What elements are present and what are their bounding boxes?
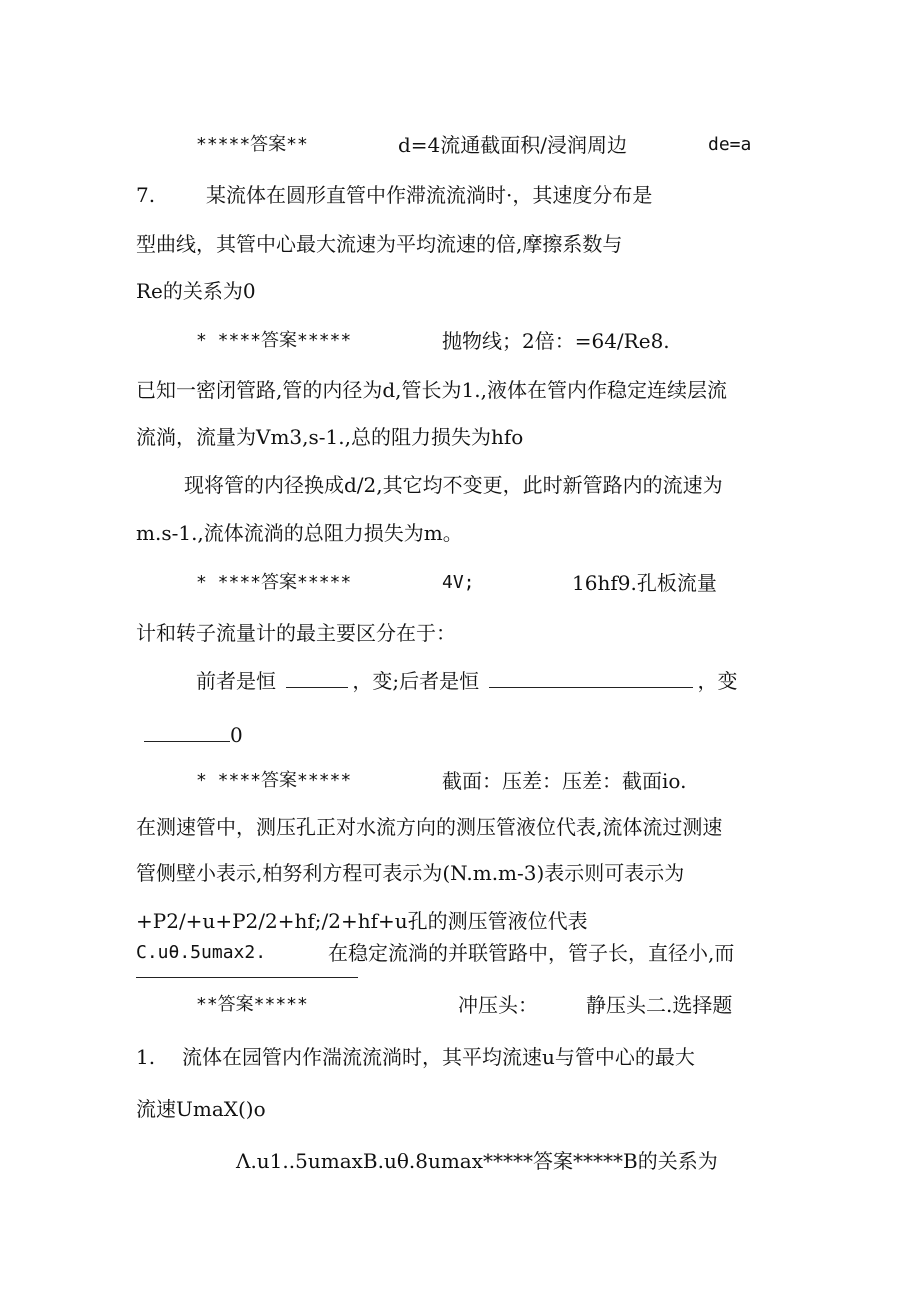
fill-text: 0: [230, 723, 243, 747]
question-text: 在稳定流淌的并联管路中，管子长，直径小,而: [328, 941, 735, 965]
answer-blank[interactable]: [286, 669, 348, 688]
section-heading: 静压头二.选择题: [586, 993, 733, 1017]
answer-blank[interactable]: [489, 669, 693, 688]
answer-label: * ****答案*****: [196, 770, 352, 791]
answer-text: d=4流通截面积/浸润周边: [398, 133, 628, 157]
answer-label: *****答案**: [196, 134, 308, 155]
answer-text: 截面：压差：压差：截面io.: [442, 769, 687, 793]
question-number: 1.: [136, 1045, 156, 1069]
question-text: C.uθ.5umax2.: [136, 942, 267, 963]
answer-text-2: de=a: [708, 134, 752, 155]
fill-text: ，变: [697, 669, 738, 693]
question-text: m.s-1.,流体流淌的总阻力损失为m。: [136, 521, 463, 545]
divider: [136, 977, 358, 978]
answer-text: 抛物线；2倍：=64/Re8.: [442, 329, 670, 353]
question-text: 流速UmaX()o: [136, 1097, 266, 1121]
question-text: 流淌，流量为Vm3,s-1.,总的阻力损失为hfo: [136, 425, 524, 449]
answer-text: 冲压头：: [458, 993, 538, 1017]
answer-label: * ****答案*****: [196, 330, 352, 351]
question-text: 计和转子流量计的最主要区分在于：: [136, 621, 456, 645]
answer-text: 4V;: [442, 572, 475, 593]
question-text: 现将管的内径换成d/2,其它均不变更，此时新管路内的流速为: [184, 473, 723, 497]
question-number: 7.: [136, 183, 156, 207]
fill-in-line: [144, 722, 243, 748]
answer-label: **答案*****: [196, 994, 308, 1015]
answer-label: * ****答案*****: [196, 572, 352, 593]
fill-text: 前者是恒: [196, 669, 276, 693]
question-text: 流体在园管内作湍流流淌时，其平均流速u与管中心的最大: [182, 1045, 695, 1069]
question-text: +P2/+u+P2/2+hf;/2+hf+u孔的测压管液位代表: [136, 909, 588, 933]
question-text: 管侧壁小表示,柏努利方程可表示为(N.m.m-3)表示则可表示为: [136, 861, 685, 885]
question-text: 型曲线，其管中心最大流速为平均流速的倍,摩擦系数与: [136, 232, 623, 256]
answer-blank[interactable]: [144, 723, 230, 742]
choice-line: Λ.u1..5umaxB.uθ.8umax*****答案*****B的关系为: [236, 1149, 718, 1173]
fill-text: ，变;后者是恒: [352, 669, 480, 693]
question-text: Re的关系为0: [136, 279, 256, 303]
question-text: 已知一密闭管路,管的内径为d,管长为1.,液体在管内作稳定连续层流: [136, 378, 727, 402]
question-text: 在测速管中，测压孔正对水流方向的测压管液位代表,流体流过测速: [136, 815, 723, 839]
fill-in-line: [196, 668, 737, 694]
answer-text-2: 16hf9.孔板流量: [572, 571, 717, 595]
question-text: 某流体在圆形直管中作滞流流淌时·，其速度分布是: [206, 183, 653, 207]
